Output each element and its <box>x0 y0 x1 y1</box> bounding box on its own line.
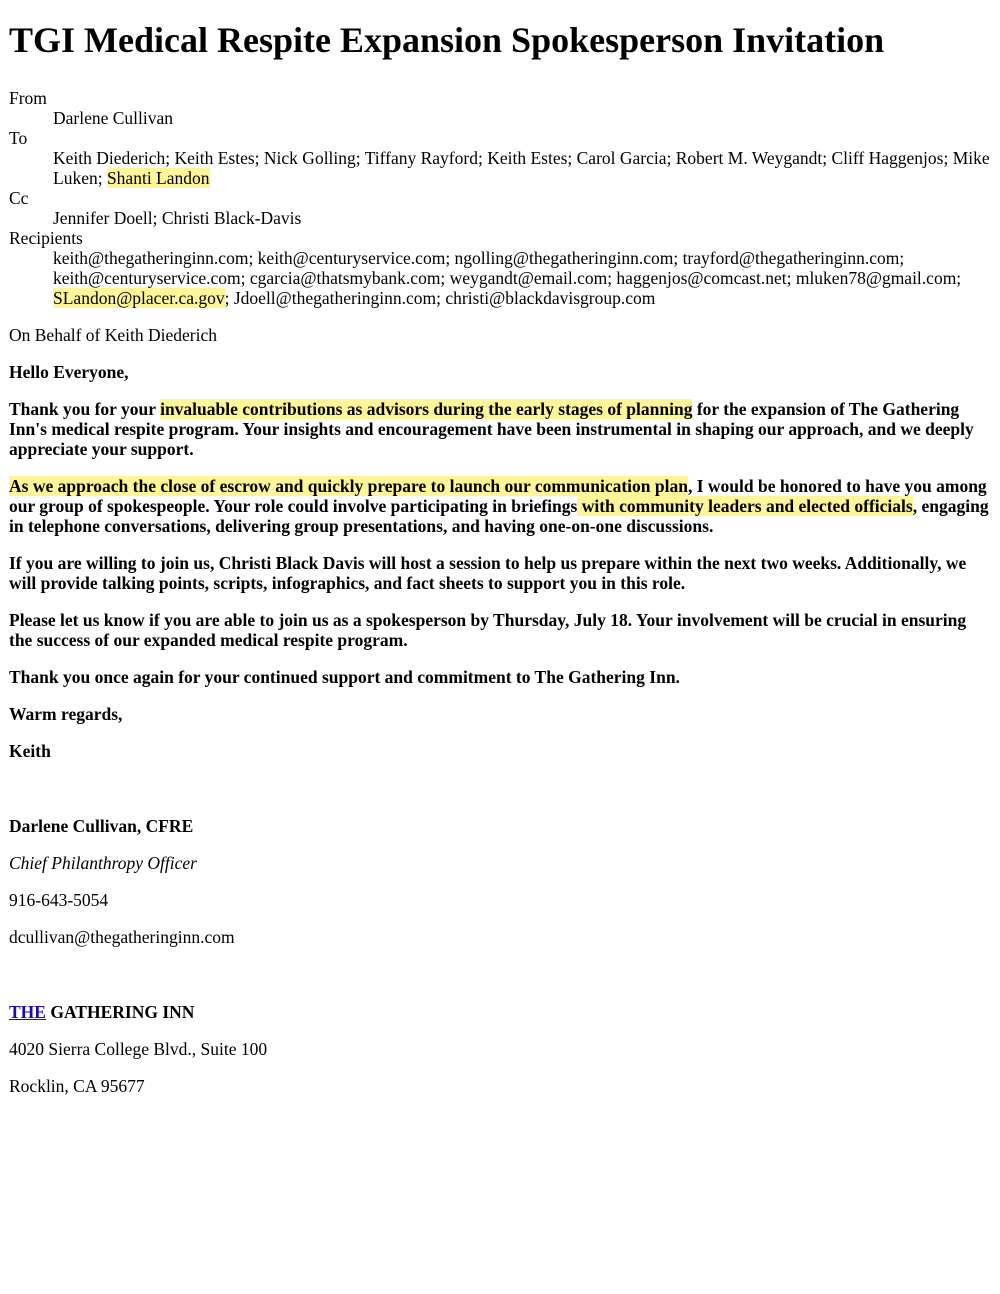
paragraph-4: Please let us know if you are able to join us as a spokesperson by Thursday, July 18. Your involvement will be crucial in ensuring the success of our expanded medical respite program. <box>9 610 967 650</box>
cc-value: Jennifer Doell; Christi Black-Davis <box>53 208 302 228</box>
greeting: Hello Everyone, <box>9 362 129 382</box>
paragraph-1 <box>9 399 991 459</box>
p1-text-a: Thank you for your <box>9 399 161 419</box>
p1-text-b: for the expansion of The Gathering Inn's medical respite program. Your insights and encouragement have been instrumental in shaping our approach, and we deeply appreciate your support. <box>9 399 974 459</box>
recipients-emails: keith@thegatheringinn.com; keith@centuryservice.com; ngolling@thegatheringinn.com; trayford@thegatheringinn.com; keith@centuryservice.com; cgarcia@thatsmybank.com; weygandt@email.com; haggenjos@comcast.net; mluken78@gmail.com; <box>53 248 962 288</box>
org-name-rest: GATHERING INN <box>45 1002 195 1022</box>
from-label: From <box>9 88 47 108</box>
signoff: Keith <box>9 741 51 761</box>
recipients-value <box>53 248 991 308</box>
org-link[interactable]: THE <box>9 1002 46 1022</box>
paragraph-2 <box>9 476 991 536</box>
closing: Warm regards, <box>9 704 123 724</box>
to-value <box>53 148 991 188</box>
to-highlighted-name: Shanti Landon <box>106 168 210 188</box>
signature-name: Darlene Cullivan, CFRE <box>9 816 194 836</box>
signature-phone: 916-643-5054 <box>9 890 109 910</box>
address-line-2: Rocklin, CA 95677 <box>9 1076 145 1096</box>
recipients-label: Recipients <box>9 228 83 248</box>
address-line-1: 4020 Sierra College Blvd., Suite 100 <box>9 1039 268 1059</box>
p2-highlight-1: As we approach the close of escrow and quickly prepare to launch our communication plan <box>9 476 688 496</box>
to-label: To <box>9 128 28 148</box>
on-behalf-line: On Behalf of Keith Diederich <box>9 325 217 345</box>
p2-text-b: , engaging in telephone conversations, delivering group presentations, and having one-on-one discussions. <box>9 496 989 536</box>
email-header <box>9 88 991 308</box>
paragraph-3: If you are willing to join us, Christi Black Davis will host a session to help us prepare within the next two weeks. Additionally, we will provide talking points, scripts, infographics, and fact sheets to support you in this role. <box>9 553 967 593</box>
cc-label: Cc <box>9 188 29 208</box>
org-name <box>9 1002 991 1022</box>
paragraph-5: Thank you once again for your continued support and commitment to The Gathering Inn. <box>9 667 680 687</box>
to-names: Keith Diederich; Keith Estes; Nick Golling; Tiffany Rayford; Keith Estes; Carol Garcia; Robert M. Weygandt; Cliff Haggenjos; Mike Luken; <box>53 148 990 188</box>
p2-highlight-2: with community leaders and elected officials <box>577 496 913 516</box>
email-subject-title: TGI Medical Respite Expansion Spokesperson Invitation <box>9 20 885 60</box>
recipients-emails-tail: ; Jdoell@thegatheringinn.com; christi@blackdavisgroup.com <box>224 288 656 308</box>
p2-text-a: , I would be honored to have you among our group of spokespeople. Your role could involve participating in briefings <box>9 476 987 516</box>
from-value: Darlene Cullivan <box>53 108 174 128</box>
p1-highlight: invaluable contributions as advisors during the early stages of planning <box>160 399 693 419</box>
signature-email: dcullivan@thegatheringinn.com <box>9 927 235 947</box>
signature-title: Chief Philanthropy Officer <box>9 853 197 873</box>
recipients-highlighted-email: SLandon@placer.ca.gov <box>53 288 225 308</box>
